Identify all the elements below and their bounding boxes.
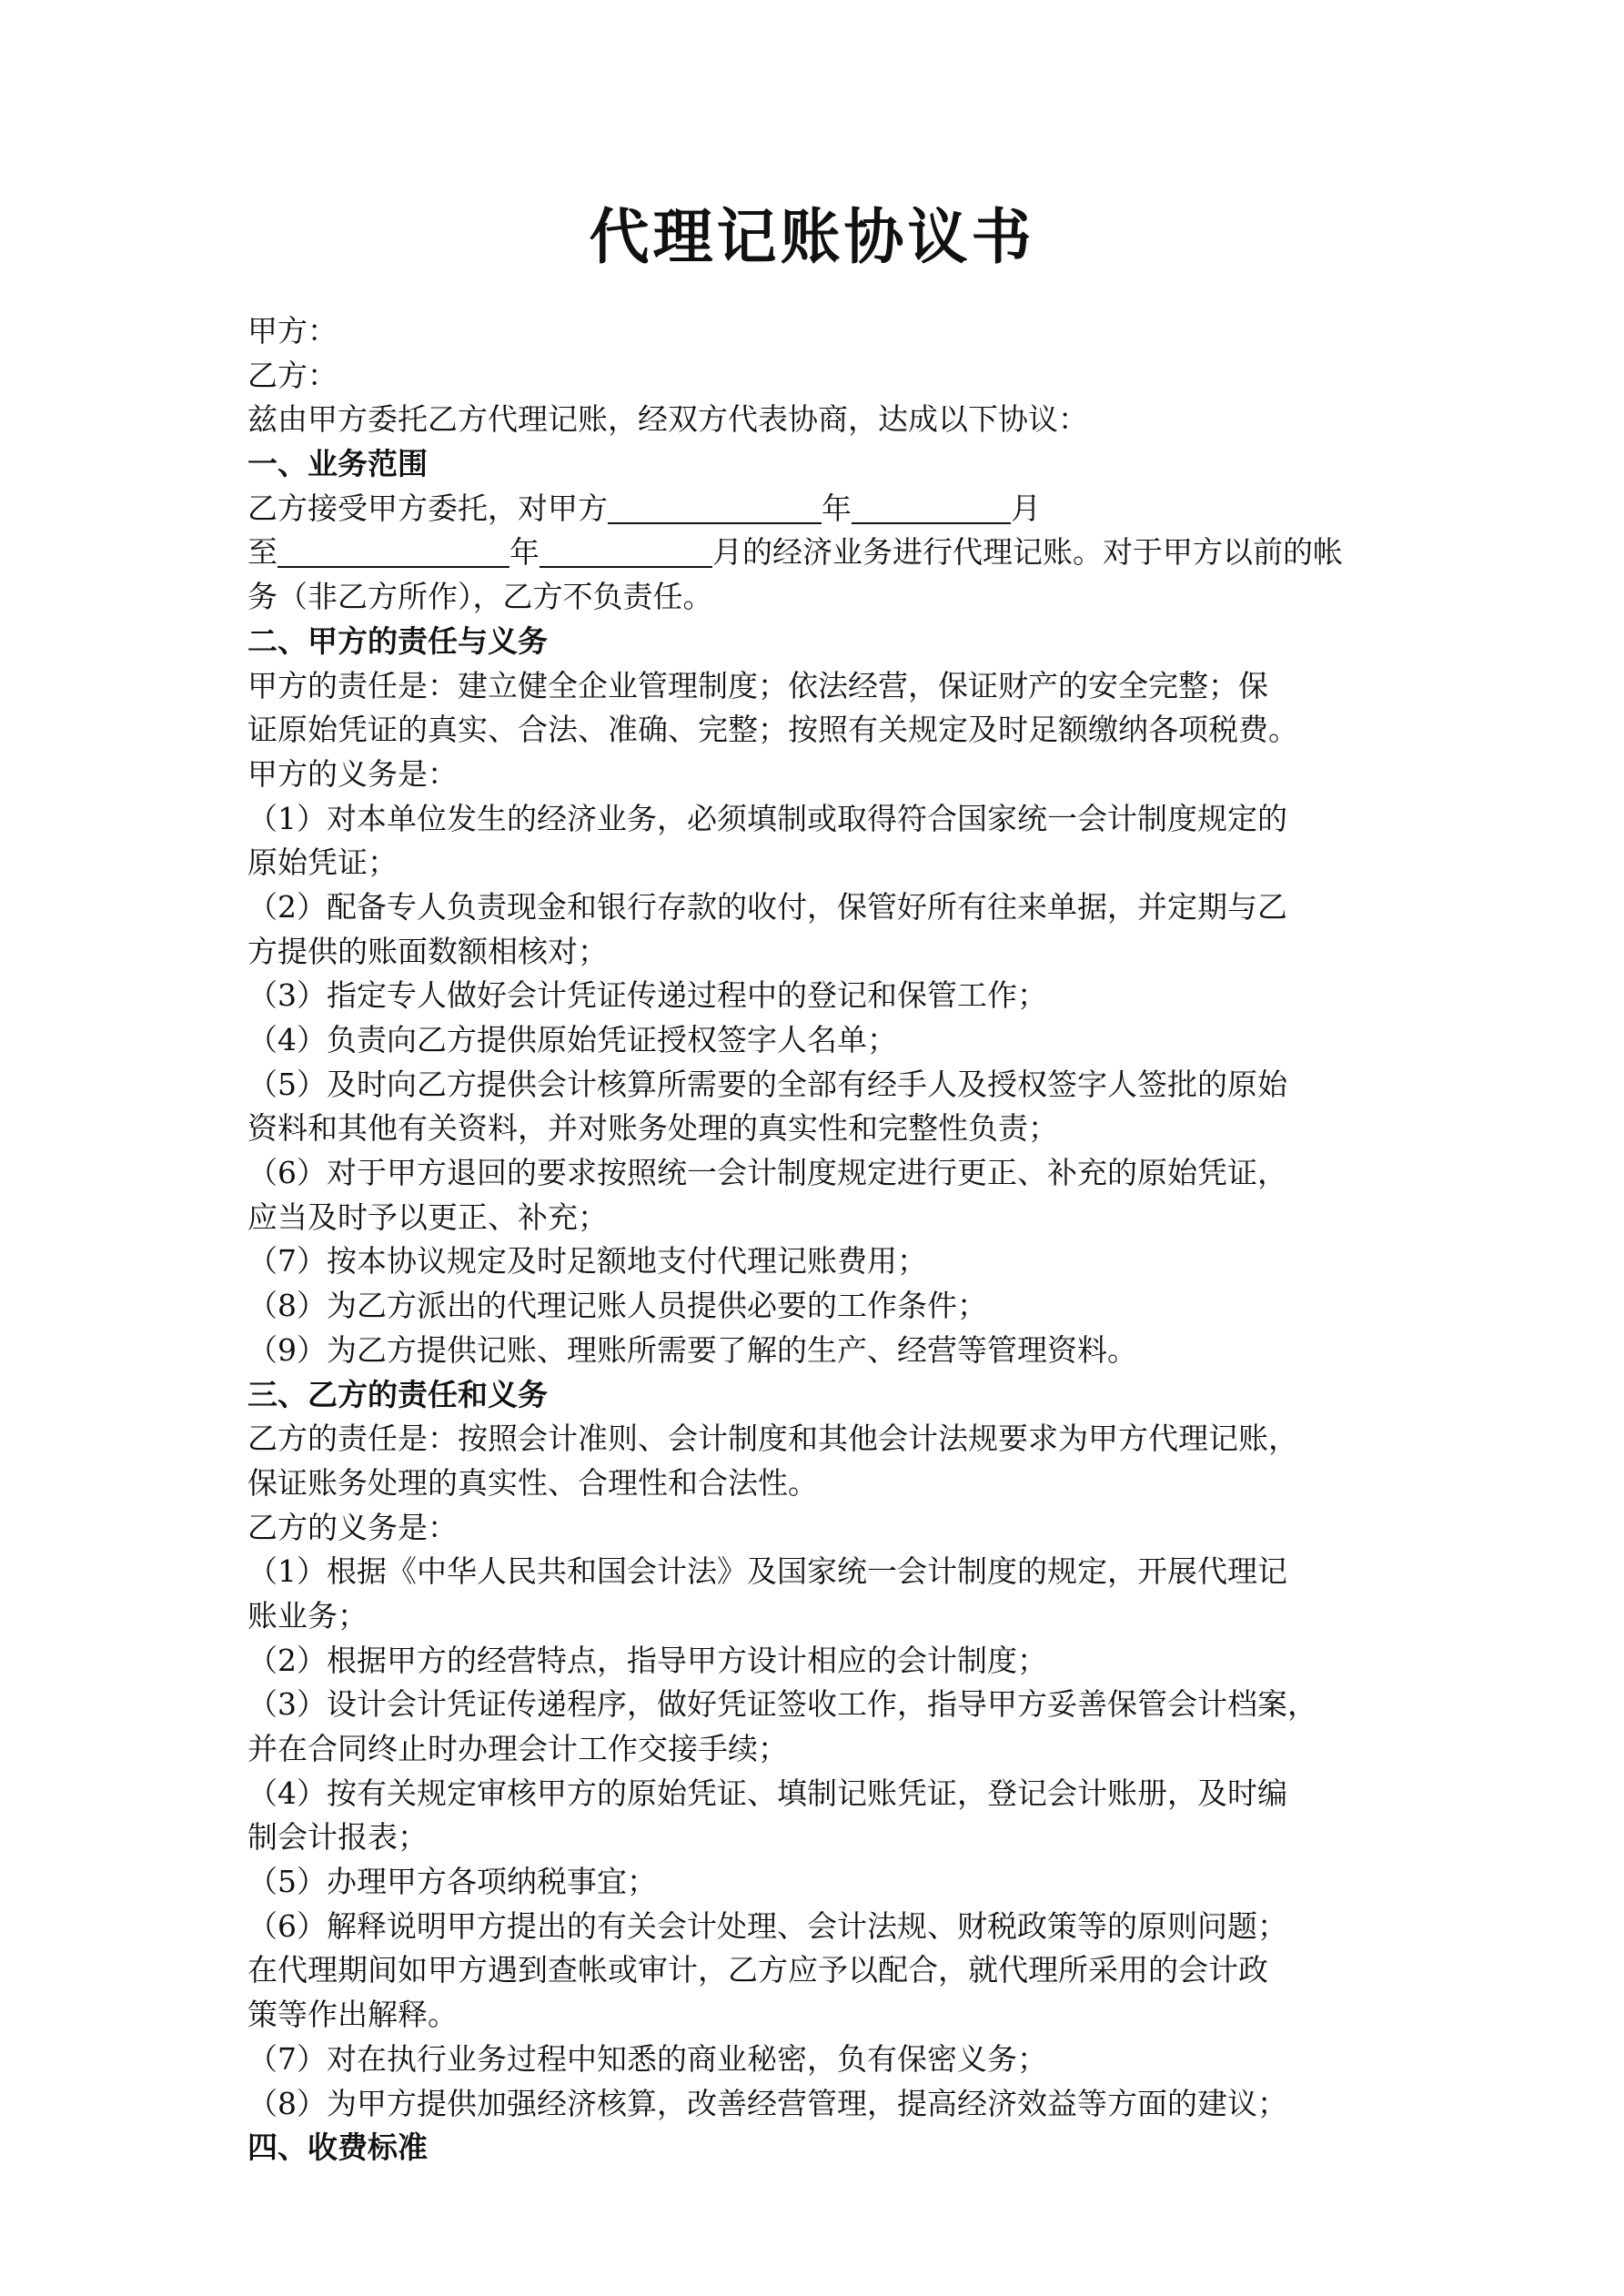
text-line: （7）按本协议规定及时足额地支付代理记账费用； [247,1243,927,1279]
text-line: 证原始凭证的真实、合法、准确、完整；按照有关规定及时足额缴纳各项税费。 [247,712,1298,748]
scope-line-3: 务（非乙方所作），乙方不负责任。 [247,579,713,615]
text-line: 并在合同终止时办理会计工作交接手续； [247,1731,788,1766]
section-2-heading: 二、甲方的责任与义务 [247,622,548,659]
text-line: （4）按有关规定审核甲方的原始凭证、填制记账凭证，登记会计账册，及时编 [247,1775,1287,1811]
start-month-blank[interactable] [852,491,1011,524]
document-title: 代理记账协议书 [589,201,1035,272]
section-1-heading: 一、业务范围 [247,446,428,482]
text-line: （1）对本单位发生的经济业务，必须填制或取得符合国家统一会计制度规定的 [247,800,1287,836]
end-year-label: 年 [509,534,540,571]
text-line: （3）设计会计凭证传递程序，做好凭证签收工作，指导甲方妥善保管会计档案， [247,1686,1317,1723]
text-line: （8）为乙方派出的代理记账人员提供必要的工作条件； [247,1288,987,1324]
text-line: （6）对于甲方退回的要求按照统一会计制度规定进行更正、补充的原始凭证， [247,1155,1287,1191]
text-line: 保证账务处理的真实性、合理性和合法性。 [247,1464,818,1501]
text-line: 账业务； [247,1597,368,1633]
text-line: 制会计报表； [247,1819,428,1856]
text-line: （6）解释说明甲方提出的有关会计处理、会计法规、财税政策等的原则问题； [247,1907,1287,1944]
party-a-line: 甲方： [247,313,338,349]
end-year-blank[interactable] [277,535,509,568]
text-line: （5）及时向乙方提供会计核算所需要的全部有经手人及授权签字人签批的原始 [247,1066,1287,1102]
scope-line-2-prefix: 至 [247,534,277,571]
text-line: （8）为甲方提供加强经济核算，改善经营管理，提高经济效益等方面的建议； [247,2085,1287,2121]
end-month-blank[interactable] [540,535,712,568]
party-b-line: 乙方： [247,357,338,393]
text-line: （9）为乙方提供记账、理账所需要了解的生产、经营等管理资料。 [247,1331,1137,1368]
text-line: （5）办理甲方各项纳税事宜； [247,1864,657,1900]
text-line: （4）负责向乙方提供原始凭证授权签字人名单； [247,1022,897,1057]
text-line: 资料和其他有关资料，并对账务处理的真实性和完整性负责； [247,1110,1058,1147]
text-line: （3）指定专人做好会计凭证传递过程中的登记和保管工作； [247,977,1047,1014]
text-line: 在代理期间如甲方遇到查帐或审计，乙方应予以配合，就代理所采用的会计政 [247,1952,1268,1988]
scope-line-2 [247,531,1403,575]
scope-line-2-suffix: 月的经济业务进行代理记账。对于甲方以前的帐 [712,534,1343,571]
text-line: （2）配备专人负责现金和银行存款的收付，保管好所有往来单据，并定期与乙 [247,888,1287,925]
start-year-blank[interactable] [608,491,822,524]
text-line: 乙方的义务是： [247,1509,458,1545]
start-month-label: 月 [1011,490,1041,526]
text-line: 乙方的责任是：按照会计准则、会计制度和其他会计法规要求为甲方代理记账， [247,1421,1298,1457]
intro-line: 兹由甲方委托乙方代理记账，经双方代表协商，达成以下协议： [247,401,1088,438]
text-line: 应当及时予以更正、补充； [247,1199,608,1235]
text-line: （2）根据甲方的经营特点，指导甲方设计相应的会计制度； [247,1642,1047,1678]
text-line: 策等作出解释。 [247,1997,458,2033]
section-4-heading: 四、收费标准 [247,2129,428,2166]
start-year-label: 年 [822,490,852,526]
text-line: （7）对在执行业务过程中知悉的商业秘密，负有保密义务； [247,2040,1047,2077]
text-line: （1）根据《中华人民共和国会计法》及国家统一会计制度的规定，开展代理记 [247,1553,1287,1590]
text-line: 方提供的账面数额相核对； [247,933,608,969]
scope-line-1 [247,487,1403,531]
text-line: 甲方的责任是：建立健全企业管理制度；依法经营，保证财产的安全完整；保 [247,667,1268,703]
document-body [247,309,1403,2170]
section-3-heading: 三、乙方的责任和义务 [247,1376,548,1412]
scope-line-1-prefix: 乙方接受甲方委托，对甲方 [247,490,608,526]
text-line: 原始凭证； [247,845,398,881]
text-line: 甲方的义务是： [247,755,458,792]
